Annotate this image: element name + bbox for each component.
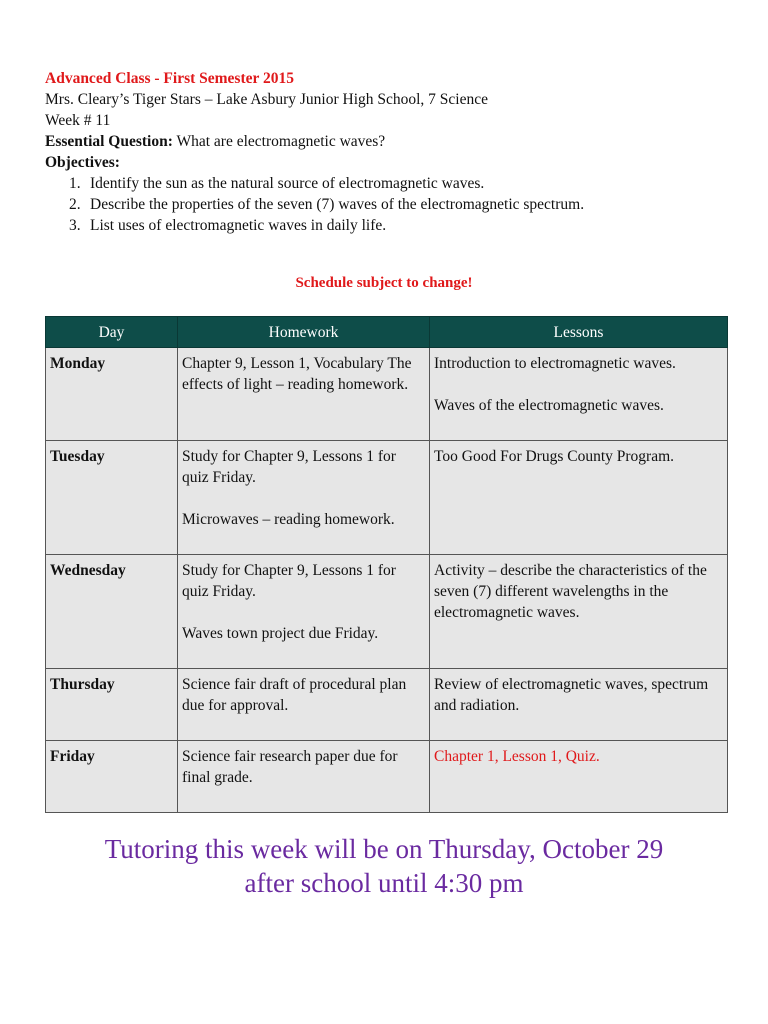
day-cell: Tuesday (46, 441, 178, 555)
homework-text: Study for Chapter 9, Lessons 1 for quiz Friday. (182, 562, 396, 600)
header-block (45, 68, 584, 236)
tutoring-notice (0, 832, 768, 900)
lesson-text: Waves of the electromagnetic waves. (434, 397, 664, 414)
column-header-day: Day (46, 317, 178, 348)
essential-question (45, 131, 584, 152)
objective-text: Identify the sun as the natural source of electromagnetic waves. (90, 175, 485, 192)
day-cell: Wednesday (46, 555, 178, 669)
homework-text: Science fair draft of procedural plan due for approval. (182, 676, 407, 714)
homework-cell (178, 669, 430, 741)
lessons-cell (430, 741, 728, 813)
table-header-row (46, 317, 728, 348)
essential-question-label: Essential Question: (45, 133, 173, 150)
objective-item (69, 194, 585, 215)
lessons-cell (430, 555, 728, 669)
schedule-notice: Schedule subject to change! (295, 275, 473, 291)
homework-text: Science fair research paper due for final grade. (182, 748, 398, 786)
objective-item (69, 215, 584, 236)
objective-number: 2. (69, 196, 81, 213)
table-row (46, 441, 728, 555)
lesson-text: Introduction to electromagnetic waves. (434, 355, 676, 372)
column-header-homework: Homework (178, 317, 430, 348)
objectives-list (45, 173, 584, 236)
day-cell: Friday (46, 741, 178, 813)
lesson-text: Activity – describe the characteristics of the seven (7) different wavelengths in the electromagnetic waves. (434, 562, 707, 621)
objective-number: 1. (69, 175, 81, 192)
homework-cell (178, 441, 430, 555)
lesson-text: Review of electromagnetic waves, spectrum and radiation. (434, 676, 709, 714)
homework-text: Waves town project due Friday. (182, 625, 379, 642)
tutoring-line-2: after school until 4:30 pm (244, 868, 524, 898)
table-row (46, 741, 728, 813)
day-cell: Thursday (46, 669, 178, 741)
day-cell: Monday (46, 348, 178, 441)
table-row (46, 669, 728, 741)
objectives-label: Objectives: (45, 154, 120, 171)
column-header-lessons: Lessons (430, 317, 728, 348)
schedule-table (45, 316, 728, 813)
homework-text: Chapter 9, Lesson 1, Vocabulary The effects of light – reading homework. (182, 355, 412, 393)
lessons-cell (430, 441, 728, 555)
objective-item (69, 173, 584, 194)
lessons-cell (430, 669, 728, 741)
homework-cell (178, 741, 430, 813)
class-title: Advanced Class - First Semester 2015 (45, 70, 294, 87)
objective-text: Describe the properties of the seven (7) waves of the electromagnetic spectrum. (90, 196, 585, 213)
homework-cell (178, 555, 430, 669)
homework-cell (178, 348, 430, 441)
essential-question-text: What are electromagnetic waves? (172, 133, 386, 150)
table-row (46, 348, 728, 441)
week-number: Week # 11 (45, 112, 111, 129)
homework-text: Microwaves – reading homework. (182, 511, 395, 528)
table-row (46, 555, 728, 669)
objective-number: 3. (69, 217, 81, 234)
lesson-text: Chapter 1, Lesson 1, Quiz. (434, 748, 600, 765)
lesson-text: Too Good For Drugs County Program. (434, 448, 675, 465)
tutoring-line-1: Tutoring this week will be on Thursday, October 29 (104, 834, 664, 864)
objective-text: List uses of electromagnetic waves in daily life. (90, 217, 387, 234)
teacher-line: Mrs. Cleary’s Tiger Stars – Lake Asbury Junior High School, 7 Science (45, 91, 489, 108)
lessons-cell (430, 348, 728, 441)
homework-text: Study for Chapter 9, Lessons 1 for quiz Friday. (182, 448, 396, 486)
